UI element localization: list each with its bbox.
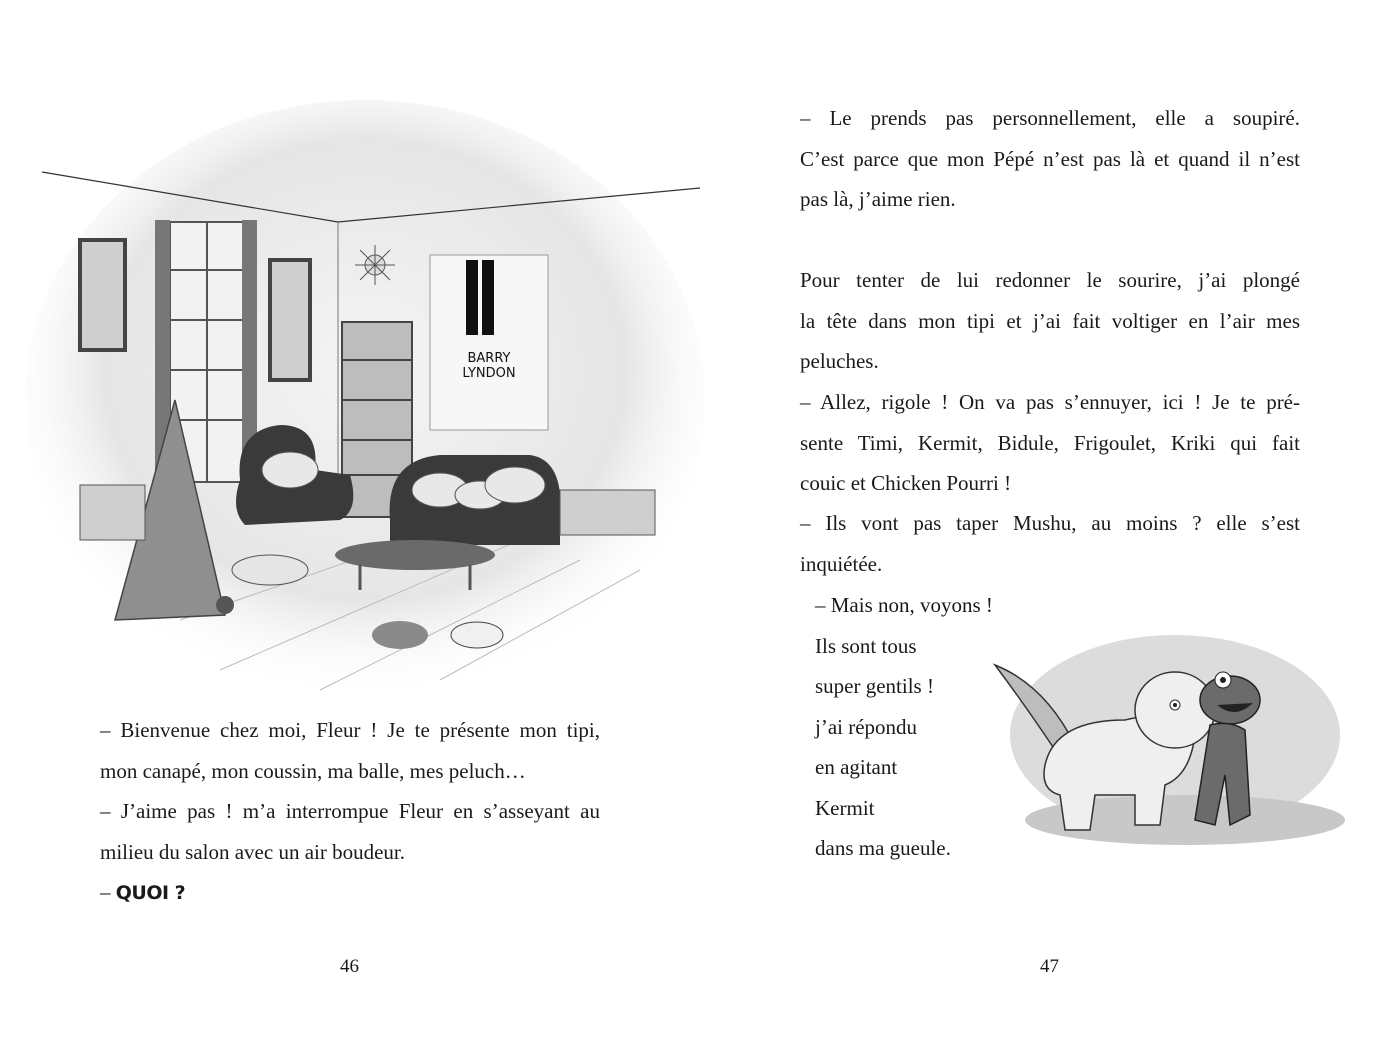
right-paragraph-4 [800, 503, 1300, 584]
text-line: j’ai répondu [815, 714, 918, 739]
right-paragraph-1 [800, 98, 1300, 220]
text-line: – Mais non, voyons ! [815, 593, 993, 617]
text-line-quoi [100, 872, 600, 914]
svg-text:BARRY: BARRY [467, 351, 511, 366]
text-line: la tête dans mon tipi et j’ai fait voltiger en l’air mes [800, 308, 1300, 333]
living-room-illustration [20, 100, 710, 700]
page-number-right: 47 [1040, 956, 1059, 977]
cat-holding-kermit-illustration [985, 625, 1345, 865]
text-line: – Le prends pas personnellement, elle a soupiré. [800, 106, 1300, 130]
right-paragraph-3 [800, 382, 1300, 504]
right-paragraph-2 [800, 260, 1300, 382]
text-line: sente Timi, Kermit, Bidule, Frigoulet, Kriki qui fait [800, 430, 1300, 455]
text-line: Kermit [815, 795, 875, 820]
text-line: milieu du salon avec un air boudeur. [100, 839, 406, 864]
text-line: en agitant [815, 755, 898, 779]
text-line: mon canapé, mon coussin, ma balle, mes peluch… [100, 758, 526, 783]
text-line: inquiétée. [800, 551, 883, 576]
text-line: dans ma gueule. [815, 836, 951, 860]
text-line: C’est parce que mon Pépé n’est pas là et quand il n’est [800, 146, 1300, 171]
text-line: – Bienvenue chez moi, Fleur ! Je te présente mon tipi, [100, 718, 600, 742]
dialogue-dash: – [100, 880, 116, 904]
text-line: – Ils vont pas taper Mushu, au moins ? elle s’est [800, 511, 1300, 535]
page-number-left: 46 [340, 956, 359, 977]
text-line: super gentils ! [815, 674, 934, 698]
quoi-exclamation: QUOI ? [115, 882, 186, 904]
text-line: – Allez, rigole ! On va pas s’ennuyer, ici ! Je te pré- [800, 390, 1300, 414]
text-line: couic et Chicken Pourri ! [800, 471, 1012, 495]
text-line: pas là, j’aime rien. [800, 187, 956, 211]
text-line: – J’aime pas ! m’a interrompue Fleur en s’asseyant au [100, 799, 600, 823]
text-line: Ils sont tous [815, 633, 917, 658]
text-line: Pour tenter de lui redonner le sourire, j’ai plongé [800, 268, 1300, 292]
left-page-text [100, 710, 600, 914]
text-line: peluches. [800, 349, 879, 373]
svg-text:LYNDON: LYNDON [462, 366, 516, 381]
